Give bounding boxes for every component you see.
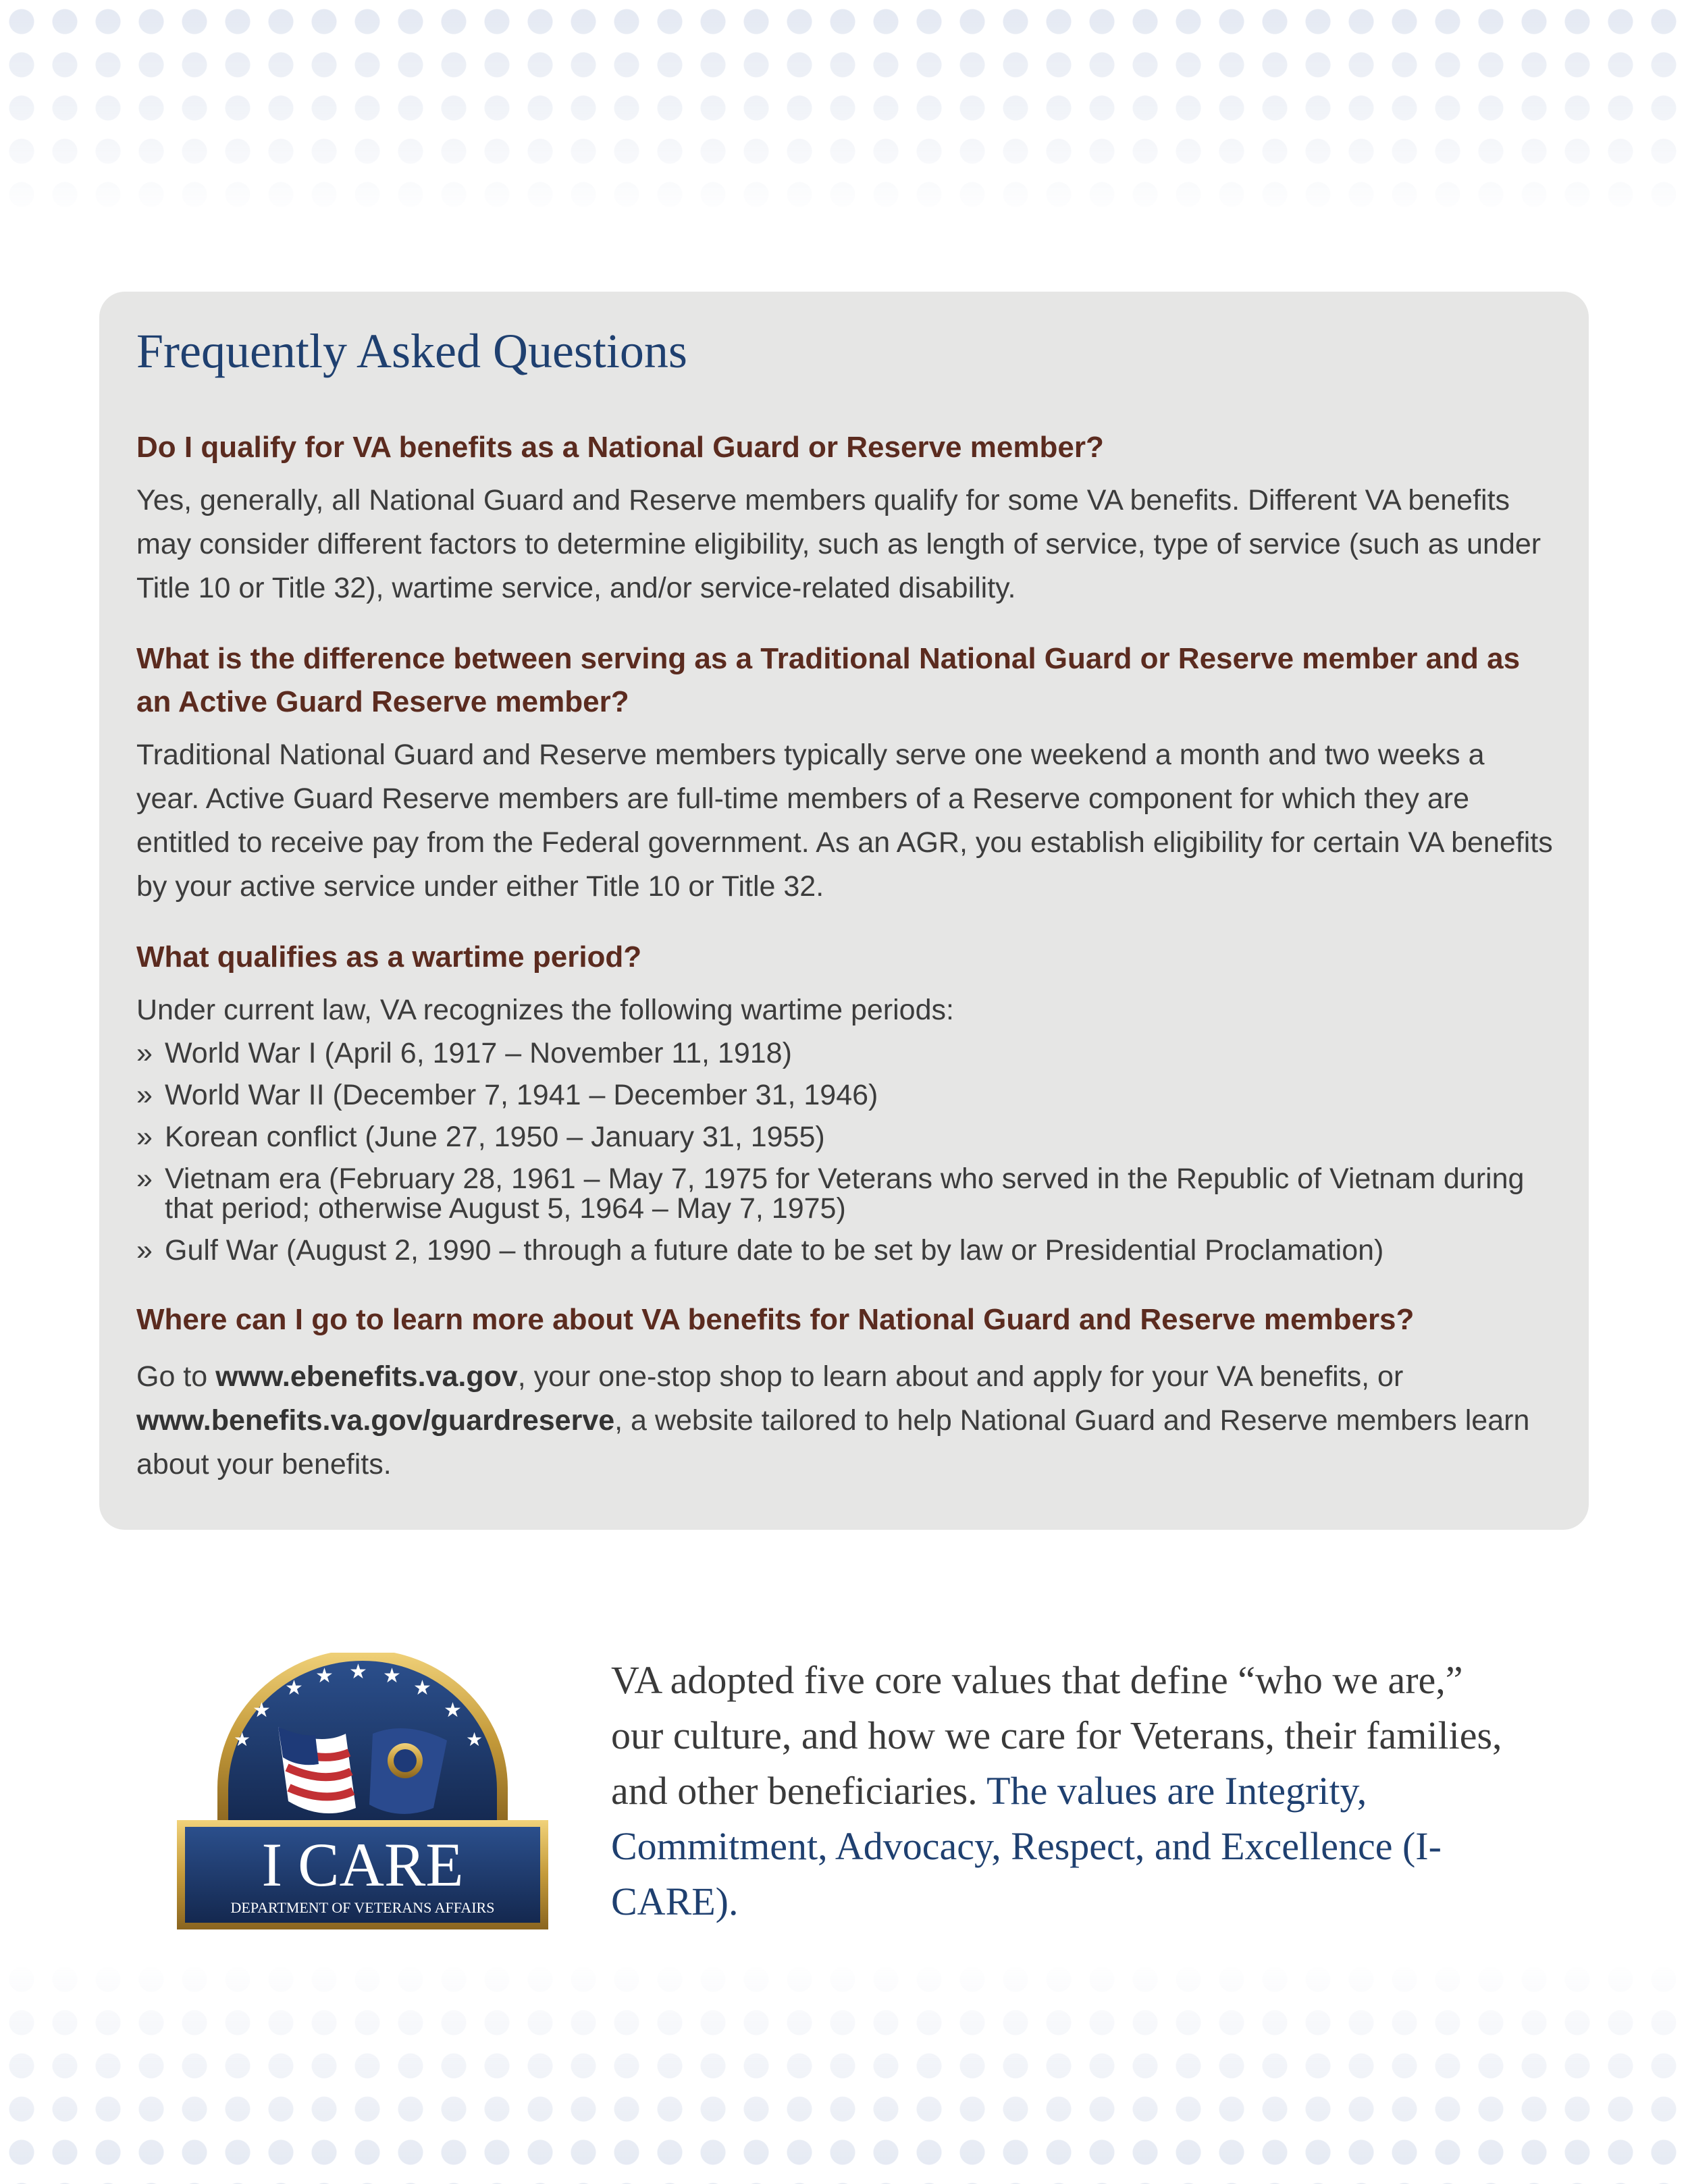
faq-answer-3-intro: Under current law, VA recognizes the following wartime periods: bbox=[136, 994, 954, 1027]
faq-question-2: What is the difference between serving as a Traditional National Guard or Reserve member and as an Active Guard Reserve member? bbox=[136, 642, 1521, 719]
faq-answer-2: Traditional National Guard and Reserve members typically serve one weekend a month and two weeks a year. Active Guard Reserve members are full-time members of a Reserve component for which they are entitled to receive pay from the Federal government. As an AGR, you establish eligibility for certain VA benefits by your active service under either Title 10 or Title 32. bbox=[136, 739, 1553, 903]
core-values-intro: VA adopted five core values that define “who we are,” our culture, and how we care for Veterans, their families, and other beneficiaries. bbox=[611, 1658, 1502, 1813]
faq-question-1: Do I qualify for VA benefits as a National Guard or Reserve member? bbox=[136, 431, 1104, 464]
svg-text:★: ★ bbox=[285, 1676, 303, 1700]
svg-text:★: ★ bbox=[444, 1699, 462, 1722]
faq-content bbox=[136, 322, 1554, 1514]
list-item: » Korean conflict (June 27, 1950 – January 31, 1955) bbox=[136, 1116, 1554, 1158]
svg-text:★: ★ bbox=[234, 1728, 251, 1751]
ebenefits-link[interactable]: www.ebenefits.va.gov bbox=[215, 1360, 518, 1393]
faq-panel bbox=[99, 292, 1589, 1530]
svg-text:★: ★ bbox=[466, 1728, 483, 1751]
faq-question-4: Where can I go to learn more about VA benefits for National Guard and Reserve members? bbox=[136, 1303, 1415, 1337]
faq-answer-1: Yes, generally, all National Guard and Reserve members qualify for some VA benefits. Different VA benefits may consider different factors to determine eligibility, such as length of service, type of service (such as under Title 10 or Title 32), wartime service, and/or service-related disability. bbox=[136, 484, 1541, 605]
svg-text:I CARE: I CARE bbox=[261, 1830, 464, 1899]
faq-answer-4: Go to www.ebenefits.va.gov, your one-stop shop to learn about and apply for your VA benefits, or www.benefits.va.gov/guardreserve, a website tailored to help National Guard and Reserve members learn about your benefits. bbox=[136, 1360, 1530, 1481]
bullet-icon: » bbox=[136, 1037, 153, 1070]
wartime-period-list bbox=[136, 1032, 1554, 1271]
bullet-icon: » bbox=[136, 1234, 153, 1267]
list-item: » World War I (April 6, 1917 – November 11, 1918) bbox=[136, 1032, 1554, 1074]
core-values-statement bbox=[611, 1653, 1509, 1929]
star-pattern-top bbox=[0, 0, 1688, 223]
guardreserve-link[interactable]: www.benefits.va.gov/guardreserve bbox=[136, 1404, 615, 1437]
i-care-logo bbox=[177, 1653, 548, 1929]
core-values-list: The values are Integrity, Commitment, Advocacy, Respect, and Excellence (I-CARE). bbox=[611, 1769, 1442, 1923]
star-pattern-bottom bbox=[0, 1958, 1688, 2184]
svg-text:★: ★ bbox=[413, 1676, 431, 1700]
bullet-icon: » bbox=[136, 1163, 153, 1196]
list-item: » Gulf War (August 2, 1990 – through a future date to be set by law or Presidential Proclamation) bbox=[136, 1229, 1554, 1271]
list-item: » Vietnam era (February 28, 1961 – May 7, 1975 for Veterans who served in the Republic of Vietnam during that period; otherwise August 5, 1964 – May 7, 1975) bbox=[136, 1163, 1525, 1225]
faq-title: Frequently Asked Questions bbox=[136, 324, 687, 378]
svg-text:★: ★ bbox=[383, 1664, 401, 1688]
svg-text:★: ★ bbox=[253, 1699, 271, 1722]
i-care-seal-icon bbox=[177, 1653, 548, 1929]
faq-question-3: What qualifies as a wartime period? bbox=[136, 940, 642, 974]
bullet-icon: » bbox=[136, 1121, 153, 1154]
list-item: » World War II (December 7, 1941 – December 31, 1946) bbox=[136, 1074, 1554, 1116]
svg-text:★: ★ bbox=[315, 1664, 334, 1688]
svg-text:DEPARTMENT OF VETERANS AFFAIRS: DEPARTMENT OF VETERANS AFFAIRS bbox=[230, 1899, 495, 1916]
svg-text:★: ★ bbox=[349, 1660, 367, 1684]
bullet-icon: » bbox=[136, 1079, 153, 1112]
